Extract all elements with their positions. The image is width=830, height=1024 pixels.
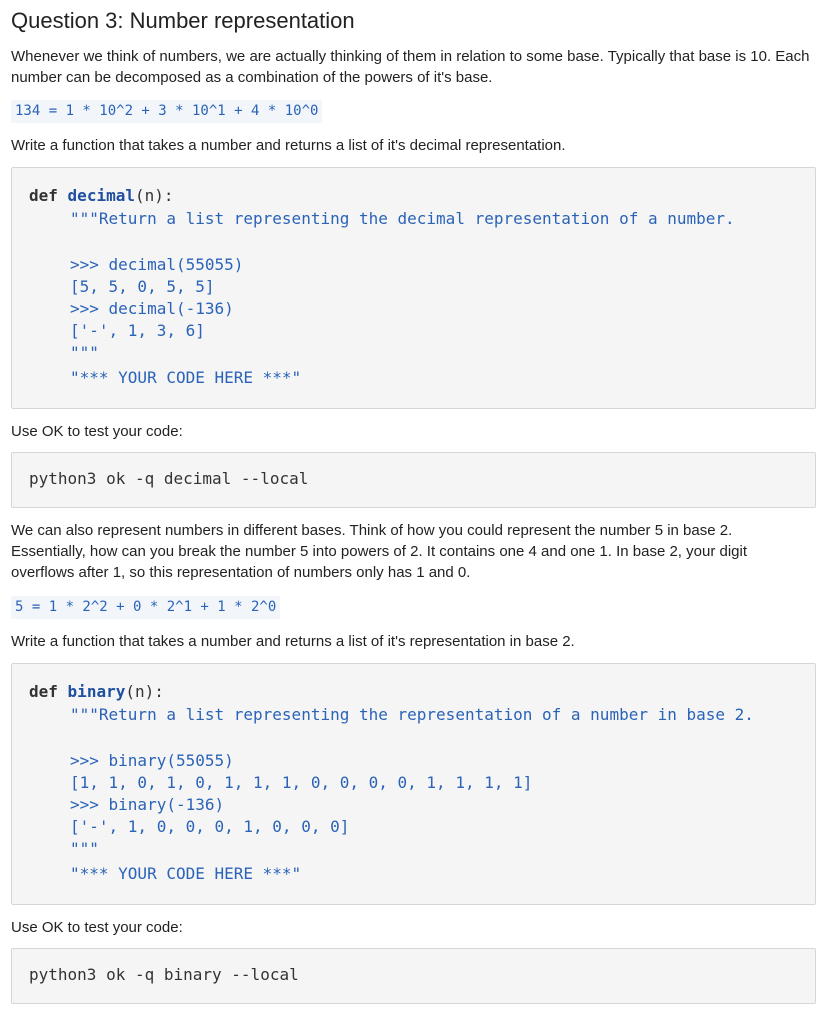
decimal-function-name: decimal <box>67 186 135 205</box>
def-keyword: def <box>29 682 58 701</box>
binary-intro-paragraph: We can also represent numbers in different bases. Think of how you could represent the number 5 in base 2. Essentially, how can you break the number 5 into powers of 2. It contains one 4 and one 1. In base 2, your digit overflows after 1, so this representation of numbers only has 1 and 0. <box>11 522 748 581</box>
intro-paragraph: Whenever we think of numbers, we are actually thinking of them in relation to some base. Typically that base is 10. Each number can be decomposed as a combination of the powers of it's base. <box>11 48 810 86</box>
decimal-example2-result: ['-', 1, 3, 6] <box>70 321 205 340</box>
binary-task-paragraph: Write a function that takes a number and returns a list of it's representation in base 2. <box>11 633 575 650</box>
binary-code-block <box>11 663 816 905</box>
decimal-docstring: """Return a list representing the decimal representation of a number. <box>70 209 735 228</box>
decimal-params: (n): <box>134 186 174 205</box>
decimal-task-paragraph: Write a function that takes a number and returns a list of it's decimal representation. <box>11 137 566 154</box>
binary-ok-command: python3 ok -q binary --local <box>29 965 299 984</box>
binary-expansion-code: 5 = 1 * 2^2 + 0 * 2^1 + 1 * 2^0 <box>11 596 280 619</box>
binary-ok-command-block <box>11 948 816 1004</box>
question-title: Question 3: Number representation <box>11 8 355 33</box>
decimal-docstring-end: """ <box>70 343 99 362</box>
decimal-ok-command-block <box>11 452 816 508</box>
binary-params: (n): <box>125 682 164 701</box>
decimal-example2-call: >>> decimal(-136) <box>70 299 234 318</box>
binary-def-line <box>29 681 164 703</box>
binary-example2-result: ['-', 1, 0, 0, 0, 1, 0, 0, 0] <box>70 817 350 836</box>
decimal-expansion-code: 134 = 1 * 10^2 + 3 * 10^1 + 4 * 10^0 <box>11 100 322 123</box>
binary-function-name: binary <box>67 682 126 701</box>
decimal-example1-result: [5, 5, 0, 5, 5] <box>70 277 215 296</box>
ok-prompt-binary: Use OK to test your code: <box>11 919 183 936</box>
decimal-ok-command: python3 ok -q decimal --local <box>29 469 309 488</box>
def-keyword: def <box>29 186 58 205</box>
binary-example1-result: [1, 1, 0, 1, 0, 1, 1, 1, 0, 0, 0, 0, 1, 1, 1, 1] <box>70 773 533 792</box>
decimal-placeholder: "*** YOUR CODE HERE ***" <box>70 368 302 387</box>
binary-example2-call: >>> binary(-136) <box>70 795 225 814</box>
binary-example1-call: >>> binary(55055) <box>70 751 234 770</box>
decimal-example1-call: >>> decimal(55055) <box>70 255 244 274</box>
binary-docstring: """Return a list representing the representation of a number in base 2. <box>70 705 754 724</box>
binary-docstring-end: """ <box>70 839 99 858</box>
ok-prompt-decimal: Use OK to test your code: <box>11 423 183 440</box>
decimal-def-line <box>29 185 174 207</box>
binary-placeholder: "*** YOUR CODE HERE ***" <box>70 864 302 883</box>
decimal-code-block <box>11 167 816 409</box>
